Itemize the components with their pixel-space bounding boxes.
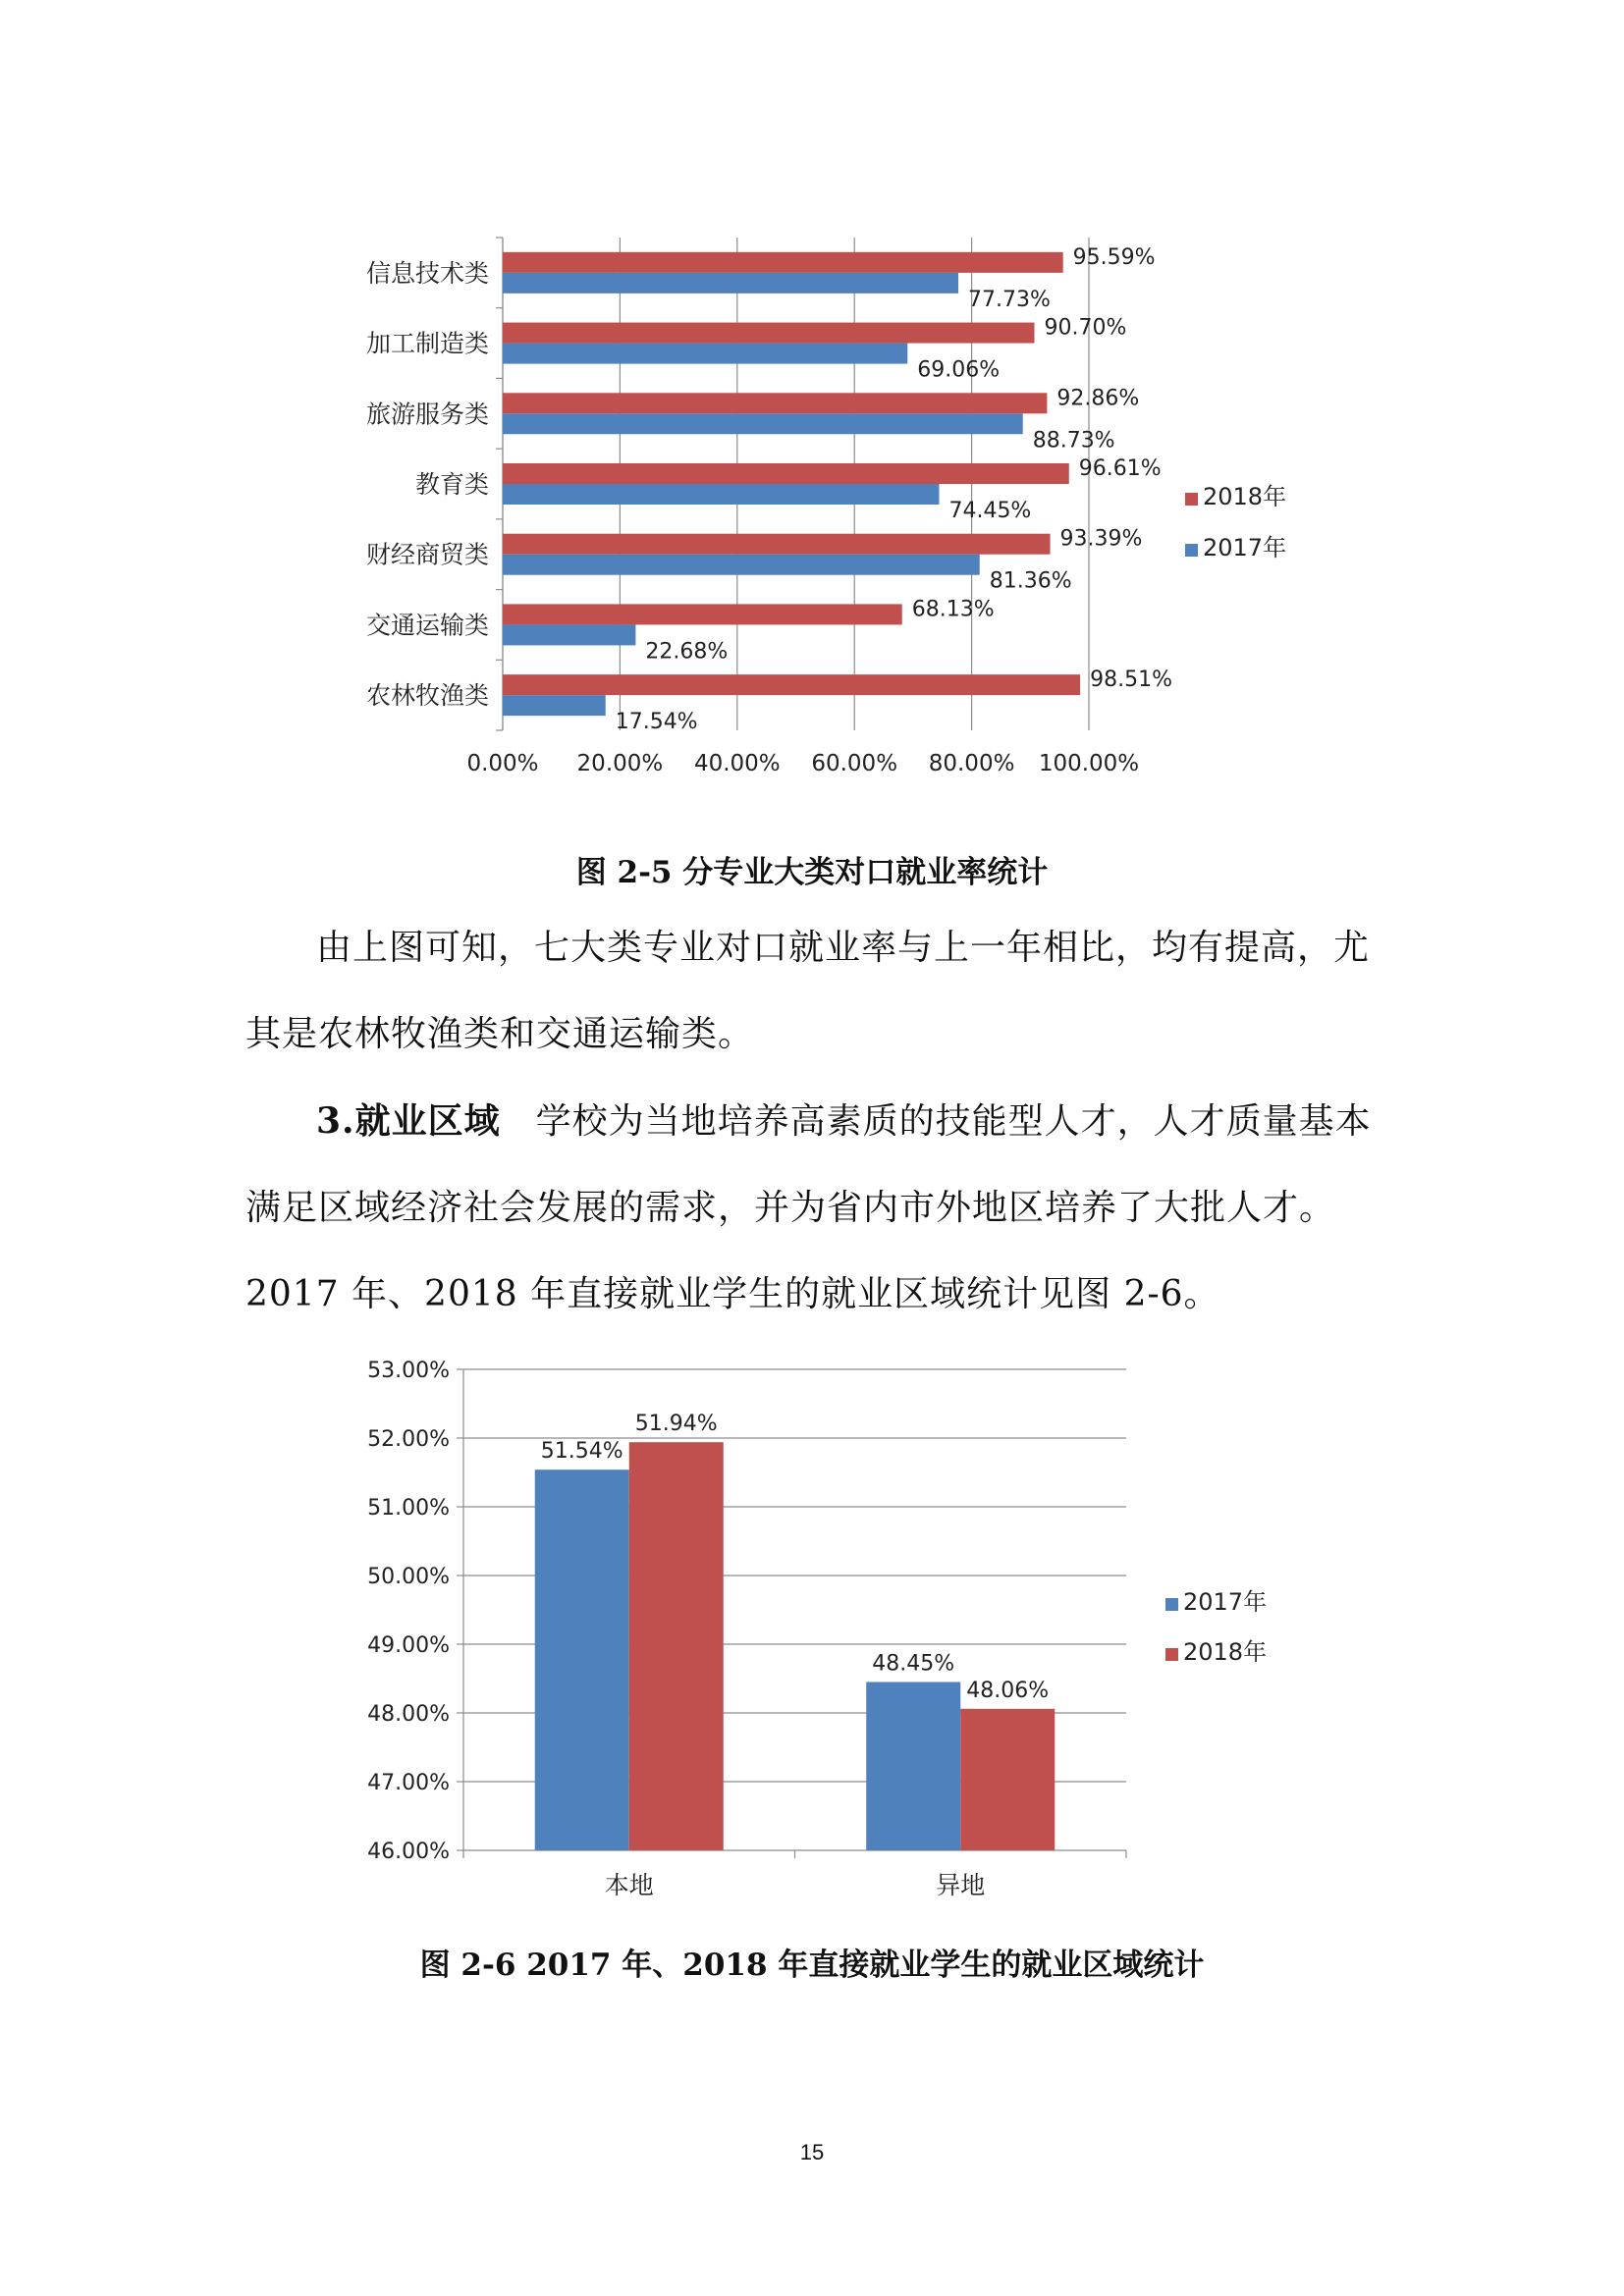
data-label: 68.13% [911,597,995,622]
data-label: 88.73% [1032,428,1115,454]
bar [503,273,958,294]
bar [503,534,1051,555]
x-tick-label: 100.00% [1038,751,1140,776]
data-label: 92.86% [1056,386,1140,411]
bar [960,1709,1055,1850]
y-tick-label: 48.00% [367,1702,450,1727]
bar [503,624,635,645]
data-label: 22.68% [645,639,729,665]
legend-swatch [1165,1598,1178,1611]
figure-2-5-caption: 图 2-5 分专业大类对口就业率统计 [575,855,1049,890]
bar [503,323,1034,344]
bar [503,252,1063,273]
legend-label: 2018年 [1183,1638,1268,1666]
bar [503,604,902,624]
bar [535,1469,629,1850]
data-label: 48.06% [966,1678,1050,1703]
major-employment-rate-chart [295,226,1335,825]
section-heading: 3.就业区域 [316,1100,501,1142]
bar [503,695,606,716]
x-tick-label: 80.00% [928,751,1015,776]
legend-label: 2017年 [1203,534,1287,561]
data-label: 69.06% [917,357,1001,383]
data-label: 48.45% [872,1651,955,1677]
bar [503,555,980,575]
data-label: 51.54% [540,1439,623,1465]
y-tick-label: 46.00% [367,1840,450,1864]
data-label: 77.73% [968,287,1051,312]
y-tick-label: 52.00% [367,1427,450,1452]
legend-swatch [1165,1648,1178,1661]
bar [503,344,907,364]
y-tick-label: 51.00% [367,1496,450,1521]
figure-2-6-caption: 图 2-6 2017 年、2018 年直接就业学生的就业区域统计 [419,1948,1205,1983]
category-label: 交通运输类 [365,611,489,640]
bar [629,1442,724,1850]
category-label: 教育类 [414,470,489,499]
bar [503,393,1047,413]
page-number: 15 [799,2140,825,2164]
x-tick-label: 40.00% [693,751,781,776]
x-tick-label: 60.00% [811,751,898,776]
legend-swatch [1185,544,1198,557]
y-tick-label: 49.00% [367,1633,450,1658]
bar [503,463,1069,484]
legend-label: 2018年 [1203,483,1287,510]
legend-label: 2017年 [1183,1588,1268,1616]
category-label: 信息技术类 [365,258,489,288]
data-label: 96.61% [1078,456,1162,481]
category-label: 旅游服务类 [365,400,489,429]
data-label: 17.54% [615,710,698,735]
data-label: 90.70% [1044,315,1127,341]
paragraph-employment-region [245,1078,1394,1338]
x-tick-label: 20.00% [576,751,664,776]
y-tick-label: 53.00% [367,1359,450,1383]
bar [866,1682,960,1851]
bar [503,484,939,505]
category-label: 本地 [604,1871,654,1899]
data-label: 81.36% [989,568,1072,594]
data-label: 95.59% [1072,244,1156,270]
section-body: 学校为当地培养高素质的技能型人才，人才质量基本满足区域经济社会发展的需求，并为省内市外地区培养了大批人才。2017 年、2018 年直接就业学生的就业区域统计见图 2-6。 [245,1101,1372,1314]
data-label: 51.94% [634,1412,718,1437]
data-label: 93.39% [1059,526,1143,552]
category-label: 加工制造类 [365,329,489,358]
y-tick-label: 47.00% [367,1771,450,1795]
x-tick-label: 0.00% [466,751,539,776]
paragraph-comparison: 由上图可知，七大类专业对口就业率与上一年相比，均有提高，尤其是农林牧渔类和交通运输类。 [245,928,1371,1054]
category-label: 异地 [936,1871,986,1899]
bar [503,413,1023,434]
bar [503,674,1080,695]
y-tick-label: 50.00% [367,1565,450,1589]
legend-swatch [1185,493,1198,506]
employment-region-chart [324,1350,1326,1919]
category-label: 农林牧渔类 [365,681,489,711]
data-label: 98.51% [1090,667,1172,693]
data-label: 74.45% [948,499,1032,523]
category-label: 财经商贸类 [365,540,489,569]
